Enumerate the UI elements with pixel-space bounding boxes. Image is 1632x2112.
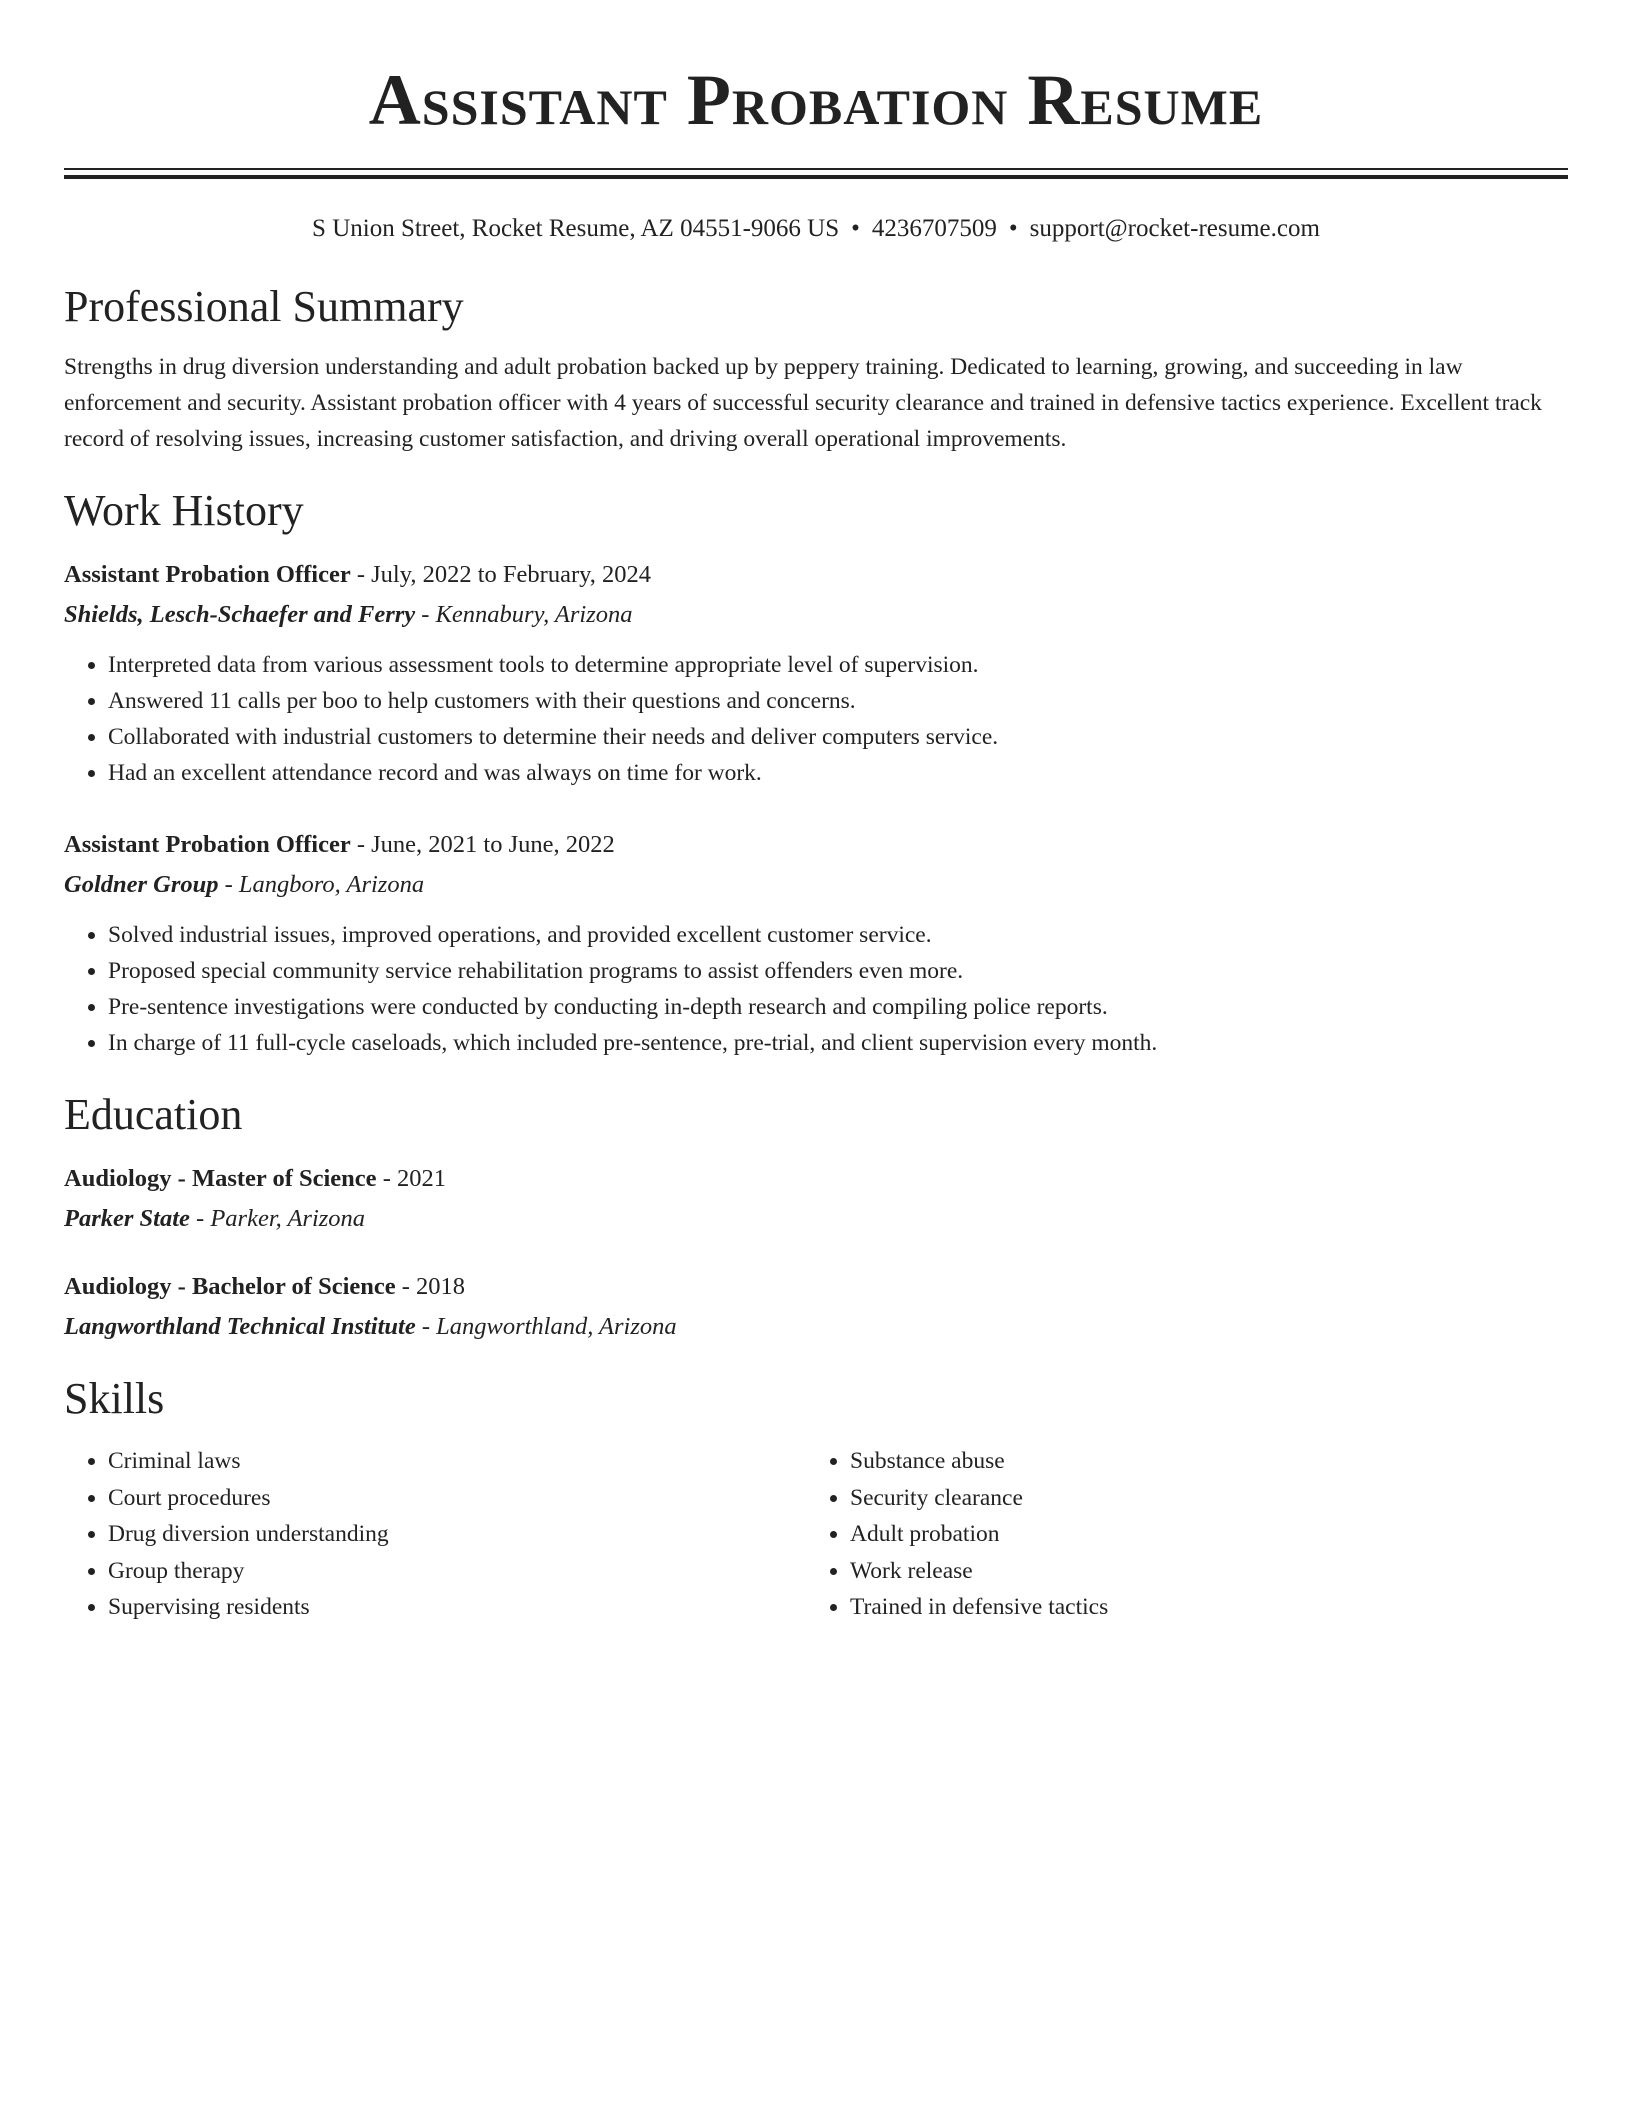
education-school: Langworthland Technical Institute: [64, 1313, 416, 1340]
job-header: [64, 827, 1568, 863]
list-item: • In charge of 11 full-cycle caseloads, which included pre-sentence, pre-trial, and client supervision every month.: [108, 1025, 1568, 1061]
job-duties-list: [64, 647, 1568, 791]
education-entry: [64, 1161, 1568, 1237]
skills-list: [64, 1443, 806, 1626]
list-item: • Pre-sentence investigations were conducted by conducting in-depth research and compiling police reports.: [108, 989, 1568, 1025]
education-header: [64, 1161, 1568, 1197]
list-item: • Trained in defensive tactics: [850, 1589, 1548, 1626]
skills-heading: Skills: [64, 1374, 165, 1423]
job-employer: [64, 867, 1568, 903]
education-year: - 2021: [376, 1165, 446, 1192]
skills-grid: [64, 1443, 1568, 1626]
summary-heading: Professional Summary: [64, 282, 464, 331]
job-dates: - July, 2022 to February, 2024: [350, 561, 652, 588]
education-school-line: [64, 1201, 1568, 1237]
job-title: Assistant Probation Officer: [64, 561, 351, 588]
list-item: • Solved industrial issues, improved operations, and provided excellent customer service.: [108, 917, 1568, 953]
list-item: • Interpreted data from various assessment tools to determine appropriate level of supervision.: [108, 647, 1568, 683]
summary-text: Strengths in drug diversion understanding and adult probation backed up by peppery training. Dedicated to learning, growing, and succeeding in law enforcement and security. Assistant probation officer with 4 years of successful security clearance and trained in defensive tactics experience. Excellent track record of resolving issues, increasing customer satisfaction, and driving overall operational improvements.: [64, 354, 1542, 452]
list-item: • Group therapy: [108, 1553, 806, 1590]
education-heading: Education: [64, 1090, 243, 1139]
list-item: • Drug diversion understanding: [108, 1516, 806, 1553]
list-item: • Work release: [850, 1553, 1548, 1590]
list-item: • Supervising residents: [108, 1589, 806, 1626]
education-location: - Langworthland, Arizona: [415, 1313, 677, 1340]
job-location: - Langboro, Arizona: [218, 871, 425, 898]
job-duties-list: [64, 917, 1568, 1061]
job-dates: - June, 2021 to June, 2022: [350, 831, 615, 858]
list-item: • Criminal laws: [108, 1443, 806, 1480]
job-header: [64, 557, 1568, 593]
contact-phone: 4236707509: [871, 215, 997, 242]
skills-column-right: [806, 1443, 1548, 1626]
contact-email: support@rocket-resume.com: [1029, 215, 1320, 242]
job-title: Assistant Probation Officer: [64, 831, 351, 858]
education-degree: Audiology - Bachelor of Science: [64, 1273, 396, 1300]
education-degree: Audiology - Master of Science: [64, 1165, 377, 1192]
list-item: • Had an excellent attendance record and was always on time for work.: [108, 755, 1568, 791]
job-employer: [64, 597, 1568, 633]
list-item: • Adult probation: [850, 1516, 1548, 1553]
list-item: • Court procedures: [108, 1480, 806, 1517]
list-item: • Security clearance: [850, 1480, 1548, 1517]
education-entry: [64, 1269, 1568, 1345]
education-location: - Parker, Arizona: [189, 1205, 366, 1232]
job-company: Shields, Lesch-Schaefer and Ferry: [64, 601, 416, 628]
skills-list: [806, 1443, 1548, 1626]
job-company: Goldner Group: [64, 871, 219, 898]
list-item: • Substance abuse: [850, 1443, 1548, 1480]
job-location: - Kennabury, Arizona: [415, 601, 633, 628]
resume-title: Assistant Probation Resume: [368, 60, 1264, 140]
list-item: • Collaborated with industrial customers to determine their needs and deliver computers service.: [108, 719, 1568, 755]
contact-separator: •: [851, 215, 860, 242]
list-item: • Answered 11 calls per boo to help customers with their questions and concerns.: [108, 683, 1568, 719]
contact-line: [64, 213, 1568, 245]
work-history-heading: Work History: [64, 486, 304, 535]
contact-address: S Union Street, Rocket Resume, AZ 04551-9066 US: [312, 215, 840, 242]
education-school: Parker State: [64, 1205, 190, 1232]
job-entry: [64, 827, 1568, 1061]
skills-column-left: [64, 1443, 806, 1626]
contact-separator: •: [1008, 215, 1018, 242]
education-school-line: [64, 1309, 1568, 1345]
title-divider: [64, 168, 1568, 179]
list-item: • Proposed special community service rehabilitation programs to assist offenders even more.: [108, 953, 1568, 989]
education-year: - 2018: [395, 1273, 466, 1300]
job-entry: [64, 557, 1568, 791]
education-header: [64, 1269, 1568, 1305]
